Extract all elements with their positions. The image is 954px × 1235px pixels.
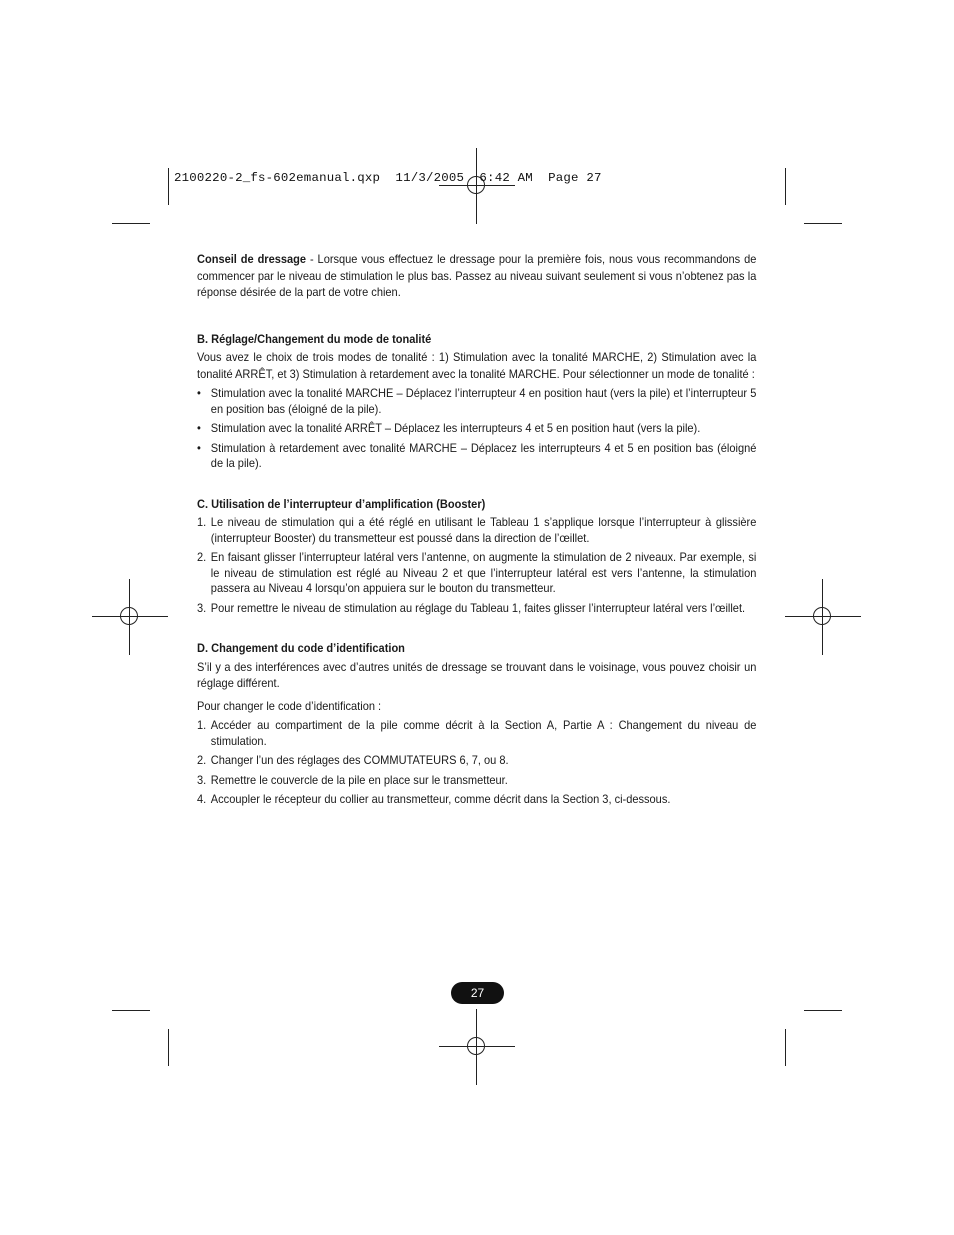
- list-item: • Stimulation avec la tonalité ARRÊT – Déplacez les interrupteurs 4 et 5 en position haut (vers la pile).: [197, 421, 701, 435]
- section-d-intro2: Pour changer le code d’identification :: [197, 698, 382, 713]
- list-item: 4. Accoupler le récepteur du collier au transmetteur, comme décrit dans la Section 3, ci-dessous.: [197, 792, 671, 806]
- bullet: •: [197, 386, 201, 400]
- section-d-heading: D. Changement du code d’identification: [197, 641, 405, 655]
- crop-mark-top-left-vertical: [168, 168, 169, 205]
- list-item: 3. Pour remettre le niveau de stimulation au réglage du Tableau 1, faites glisser l’interrupteur latéral vers l’œillet.: [197, 600, 746, 615]
- list-item: 3. Remettre le couvercle de la pile en place sur le transmetteur.: [197, 772, 508, 787]
- list-item: 2. Changer l’un des réglages des COMMUTATEURS 6, 7, ou 8.: [197, 753, 509, 767]
- section-c-heading: C. Utilisation de l’interrupteur d’amplification (Booster): [197, 496, 486, 511]
- page-content: [197, 251, 756, 812]
- crop-mark-bottom-left-vertical: [168, 1029, 169, 1066]
- crop-mark-bottom-left-horizontal: [112, 1010, 150, 1011]
- list-item: 1. Le niveau de stimulation qui a été réglé en utilisant le Tableau 1 s’applique lorsque l’interrupteur à glissière (interrupteur Booster) du transmetteur est poussé dans la direction de l’œillet.: [197, 515, 757, 545]
- list-item: • Stimulation à retardement avec tonalité MARCHE – Déplacez les interrupteurs 4 et 5 en position bas (éloigné de la pile).: [197, 440, 757, 470]
- registration-mark-left: [92, 579, 168, 655]
- bullet: •: [197, 421, 201, 435]
- section-c-list: [197, 515, 756, 616]
- crop-mark-top-right-horizontal: [804, 223, 842, 224]
- list-item: 2. En faisant glisser l’interrupteur latéral vers l’antenne, on augmente la stimulation de 2 niveaux. Par exemple, si le niveau de stimulation est réglé au Niveau 2 et que l’interrupteur latéral est vers l’antenne, la stimulation passera au Niveau 4 lorsqu’on appuiera sur le bouton du transmetteur.: [197, 550, 757, 595]
- registration-mark-top: [439, 148, 515, 224]
- list-item: 1. Accéder au compartiment de la pile comme décrit à la Section A, Partie A : Changement du niveau de stimulation.: [197, 718, 757, 748]
- crop-mark-top-left-horizontal: [112, 223, 150, 224]
- section-b-intro: Vous avez le choix de trois modes de tonalité : 1) Stimulation avec la tonalité MARCHE, 2) Stimulation avec la tonalité ARRÊT, et 3) Stimulation à retardement avec la tonalité MARCHE. Pour sélectionner un mode de tonalité :: [197, 350, 757, 381]
- training-tip: [197, 251, 756, 301]
- crop-mark-bottom-right-vertical: [785, 1029, 786, 1066]
- training-tip-label: Conseil de dressage: [197, 252, 307, 266]
- bullet: •: [197, 440, 201, 455]
- section-b-heading: B. Réglage/Changement du mode de tonalité: [197, 331, 432, 346]
- page-number-badge: 27: [451, 982, 504, 1004]
- registration-mark-right: [785, 579, 861, 655]
- section-b-list: [197, 386, 756, 472]
- section-d-intro: S’il y a des interférences avec d’autres unités de dressage se trouvant dans le voisinage, vous pouvez choisir un réglage différent.: [197, 659, 757, 690]
- crop-mark-bottom-right-horizontal: [804, 1010, 842, 1011]
- section-d-list: [197, 718, 756, 808]
- training-tip-text: - Lorsque vous effectuez le dressage pour la première fois, nous vous recommandons de commencer par le niveau de stimulation le plus bas. Passez au niveau suivant seulement si vous n’obtenez pas la réponse désirée de la part de votre chien.: [197, 252, 757, 299]
- print-slug: 2100220-2_fs-602emanual.qxp 11/3/2005 6:42 AM Page 27: [174, 171, 602, 185]
- registration-mark-bottom: [439, 1009, 515, 1085]
- crop-mark-top-right-vertical: [785, 168, 786, 205]
- list-item: • Stimulation avec la tonalité MARCHE – Déplacez l’interrupteur 4 en position haut (vers la pile) et l’interrupteur 5 en position bas (éloigné de la pile).: [197, 386, 757, 416]
